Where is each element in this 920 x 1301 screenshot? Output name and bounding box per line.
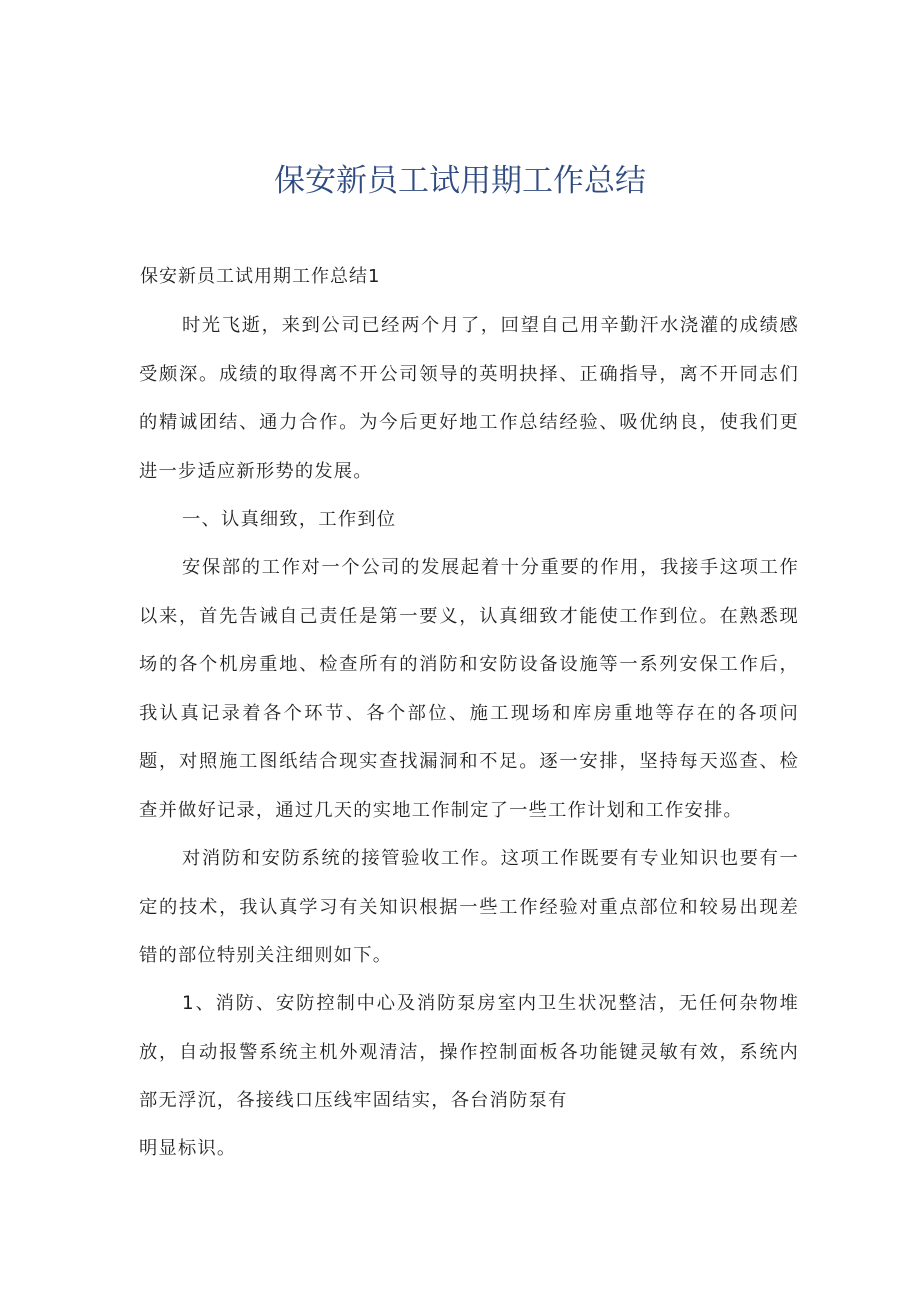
paragraph-security-work: 安保部的工作对一个公司的发展起着十分重要的作用，我接手这项工作以来，首先告诫自己责任是第一要义，认真细致才能使工作到位。在熟悉现场的各个机房重地、检查所有的消防和安防设备设施等一系列安保工作后，我认真记录着各个环节、各个部位、施工现场和库房重地等存在的各项问题，对照施工图纸结合现实查找漏洞和不足。逐一安排，坚持每天巡查、检查并做好记录，通过几天的实地工作制定了一些工作计划和工作安排。 (139, 557, 799, 821)
document-title: 保安新员工试用期工作总结 (274, 163, 646, 199)
paragraph-heading-one: 一、认真细致，工作到位 (182, 509, 397, 530)
paragraph-item-one: 1、消防、安防控制中心及消防泵房室内卫生状况整洁，无任何杂物堆放，自动报警系统主机外观清洁，操作控制面板各功能键灵敏有效，系统内部无浮沉，各接线口压线牢固结实，各台消防泵有 (139, 993, 799, 1111)
paragraph-fire-acceptance: 对消防和安防系统的接管验收工作。这项工作既要有专业知识也要有一定的技术，我认真学习有关知识根据一些工作经验对重点部位和较易出现差错的部位特别关注细则如下。 (139, 848, 799, 966)
paragraph-item-one-end: 明显标识。 (139, 1138, 237, 1159)
paragraph-intro: 时光飞逝，来到公司已经两个月了，回望自己用辛勤汗水浇灌的成绩感受颇深。成绩的取得离不开公司领导的英明抉择、正确指导，离不开同志们的精诚团结、通力合作。为今后更好地工作总结经验、吸优纳良，使我们更进一步适应新形势的发展。 (139, 315, 799, 482)
section-heading: 保安新员工试用期工作总结1 (140, 266, 381, 287)
